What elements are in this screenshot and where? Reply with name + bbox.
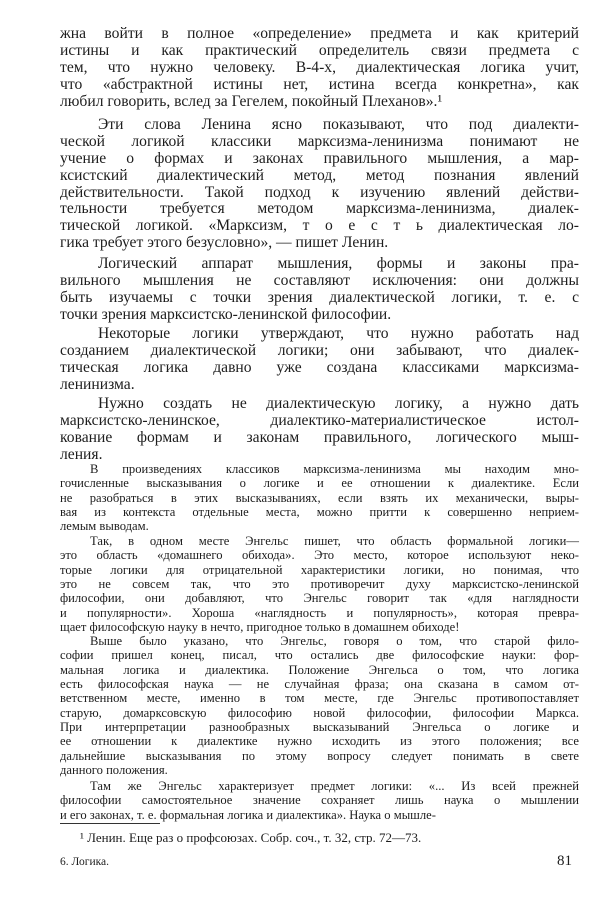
text-line: данного положения. [60, 763, 168, 778]
text-line: быть изучаемы с точки зрения диалектической логики, т. е. с [60, 288, 579, 306]
paragraph [60, 117, 579, 252]
text-line: Логический аппарат мышления, формы и законы пра- [98, 255, 579, 272]
text-line: В произведениях классиков марксизма-ленинизма мы находим мно- [90, 462, 579, 476]
text-line: мальная логика и диалектика. Положение Энгельса о том, что логика [60, 662, 579, 677]
text-line: жна войти в полное «определение» предмета и как критерий [60, 25, 579, 42]
text-line: что «абстрактной истины нет, истина всегда конкретна», как [60, 75, 579, 93]
text-line: дальнейшие высказывания по этому вопросу следует понимать в свете [60, 748, 579, 763]
text-line: и популярности». Хороша «наглядность и популярность», которая превра- [60, 605, 579, 620]
paragraph [60, 779, 579, 822]
text-line: тической логикой. «Марксизм, т о е с т ь диалектическая ло- [60, 217, 579, 235]
paragraph [60, 396, 579, 464]
text-line: ленинизма. [60, 375, 135, 393]
text-line: философии самостоятельное значение сохраняет лишь наука о мышлении [60, 793, 579, 808]
text-line: Некоторые логики утверждают, что нужно работать над [98, 325, 579, 342]
text-line: Выше было указано, что Энгельс, говоря о том, что старой фило- [90, 634, 579, 648]
text-line: Нужно создать не диалектическую логику, а нужно дать [98, 395, 579, 412]
paragraph [60, 634, 579, 777]
text-line: Там же Энгельс характеризует предмет логики: «... Из всей прежней [90, 779, 579, 793]
text-line: созданием диалектической логики; они забывают, что диалек- [60, 341, 579, 359]
text-line: Так, в одном месте Энгельс пишет, что область формальной логики— [90, 534, 579, 548]
text-line: действительности. Такой подход к изучению явлений действи- [60, 183, 579, 201]
text-line: ее отношении к диалектике нужно исходить из этого положения; все [60, 734, 579, 749]
text-line: тельности требуется методом марксизма-ленинизма, диалек- [60, 200, 579, 218]
page-number: 81 [557, 853, 572, 869]
text-line: ления. [60, 445, 103, 463]
paragraph [60, 462, 579, 534]
paragraph [60, 326, 579, 394]
text-line: и его законах, т. е. формальная логика и диалектика». Наука о мышле- [60, 807, 436, 822]
text-line: тем, что нужно человеку. В-4-х, диалектическая логика учит, [60, 58, 579, 76]
footnote-divider [60, 823, 160, 824]
paragraph [60, 534, 579, 634]
text-line: кование формам и законам правильного, логического мыш- [60, 428, 579, 446]
text-line: щает философскую науку в нечто, пригодное только в домашнем обиходе! [60, 620, 460, 635]
text-line: марксистско-ленинское, диалектико-материалистическое истол- [60, 411, 579, 429]
text-line: это не совсем так, что это противоречит духу марксистско-ленинской [60, 577, 579, 592]
text-line: это область «домашнего обихода». Это место, которое используют неко- [60, 548, 579, 563]
text-line: любил говорить, вслед за Гегелем, покойный Плеханов».¹ [60, 92, 443, 110]
text-line: есть философская наука — не случайная фраза; она сказана в самом от- [60, 677, 579, 692]
text-line: лемым выводам. [60, 519, 149, 534]
text-line: философии, они добавляют, что Энгельс говорит так «для наглядности [60, 591, 579, 606]
text-line: торые логики для отрицательной характеристики логики, но понимая, что [60, 562, 579, 577]
text-line: вильного мышления не составляют исключения: они должны [60, 271, 579, 289]
text-line: старую, домарксовскую философию новой философии, философии Маркса. [60, 705, 579, 720]
text-line: истины и как практический определитель связи предмета с [60, 41, 579, 59]
text-line: точки зрения марксистско-ленинской философии. [60, 305, 392, 323]
paragraph [60, 256, 579, 324]
text-line: Эти слова Ленина ясно показывают, что под диалекти- [98, 116, 579, 133]
text-line: гика требует этого безусловно», — пишет Ленин. [60, 234, 389, 252]
text-line: вая из контекста отдельные места, можно притти к совершенно неприем- [60, 505, 579, 520]
text-line: ветственном месте, именно в том месте, где Энгельс противопоставляет [60, 691, 579, 706]
text-line: тическая логика давно уже создана классиками марксизма- [60, 358, 579, 376]
text-line: софии пришел конец, писал, что остались две философские науки: фор- [60, 648, 579, 663]
text-line: При интерпретации разнообразных высказываний Энгельса о логике и [60, 720, 579, 735]
signature-mark: 6. Логика. [60, 856, 110, 868]
text-line: учение о формах и законах правильного мышления, а мар- [60, 149, 579, 167]
text-line: не разобраться в этих высказываниях, если взять их механически, выры- [60, 490, 579, 505]
text-line: гочисленные высказывания о логике и ее отношении к диалектике. Если [60, 476, 579, 491]
text-line: ческой логикой классики марксизма-ленинизма понимают не [60, 132, 579, 150]
paragraph [60, 26, 579, 110]
text-line: ксистский диалектический метод, метод познания явлений [60, 166, 579, 184]
footnote: ¹ Ленин. Еще раз о профсоюзах. Собр. соч., т. 32, стр. 72—73. [80, 830, 422, 845]
